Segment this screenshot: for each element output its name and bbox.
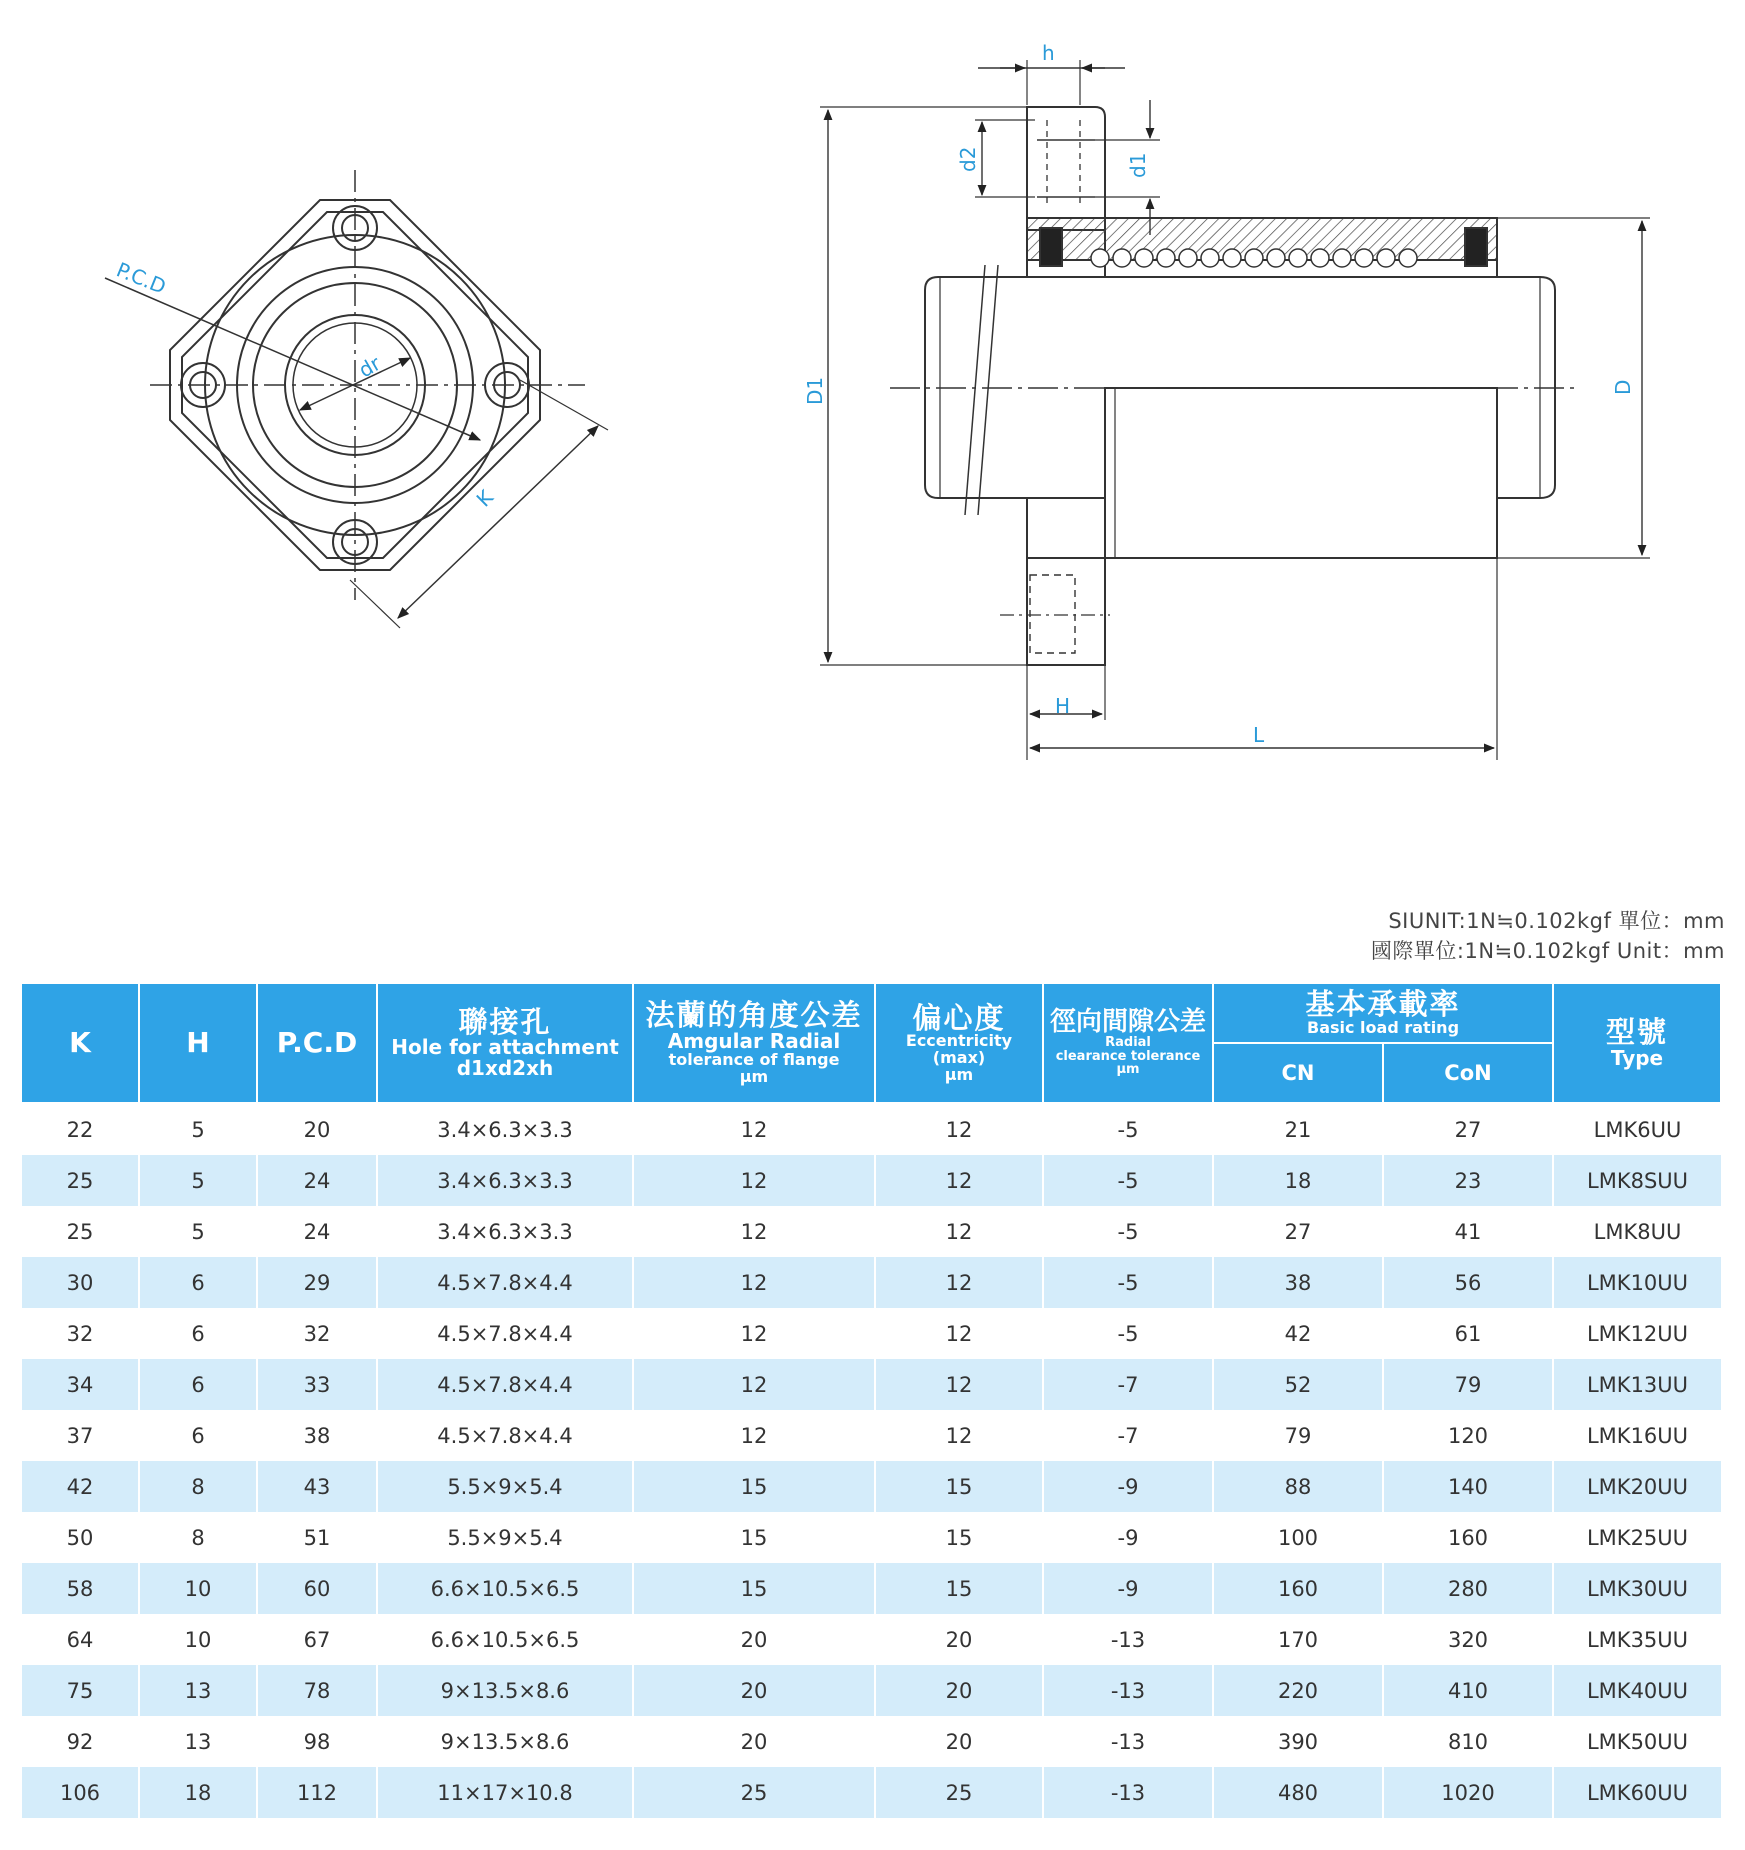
cell-con: 410 xyxy=(1383,1665,1553,1716)
cell-eccentricity: 25 xyxy=(875,1767,1043,1818)
cell-eccentricity: 15 xyxy=(875,1461,1043,1512)
cell-con: 140 xyxy=(1383,1461,1553,1512)
cell-pcd: 51 xyxy=(257,1512,377,1563)
header-eccentricity xyxy=(875,983,1043,1103)
cell-k: 50 xyxy=(21,1512,139,1563)
cell-radial: -9 xyxy=(1043,1512,1213,1563)
table-row xyxy=(21,1767,1721,1818)
cell-con: 79 xyxy=(1383,1359,1553,1410)
cell-cn: 52 xyxy=(1213,1359,1383,1410)
D1-label: D1 xyxy=(803,376,827,405)
D-label: D xyxy=(1611,379,1635,395)
cell-angular: 12 xyxy=(633,1103,875,1155)
cell-k: 30 xyxy=(21,1257,139,1308)
cell-cn: 38 xyxy=(1213,1257,1383,1308)
cell-h: 6 xyxy=(139,1257,257,1308)
cell-con: 61 xyxy=(1383,1308,1553,1359)
cell-cn: 27 xyxy=(1213,1206,1383,1257)
cell-cn: 100 xyxy=(1213,1512,1383,1563)
cell-eccentricity: 20 xyxy=(875,1614,1043,1665)
header-angular-en1: Amgular Radial xyxy=(667,1028,841,1053)
cell-angular: 15 xyxy=(633,1512,875,1563)
header-load-en: Basic load rating xyxy=(1307,1017,1460,1037)
cell-pcd: 20 xyxy=(257,1103,377,1155)
cell-k: 37 xyxy=(21,1410,139,1461)
header-ecc-unit: μm xyxy=(944,1064,974,1084)
cell-angular: 25 xyxy=(633,1767,875,1818)
cell-hole: 3.4×6.3×3.3 xyxy=(377,1155,633,1206)
cell-con: 56 xyxy=(1383,1257,1553,1308)
cell-h: 5 xyxy=(139,1155,257,1206)
unit-note-2: 國際單位:1N≒0.102kgf Unit：mm xyxy=(1370,939,1725,963)
cell-eccentricity: 12 xyxy=(875,1410,1043,1461)
table-row xyxy=(21,1563,1721,1614)
cell-con: 41 xyxy=(1383,1206,1553,1257)
technical-drawings xyxy=(0,0,1745,800)
H-label: H xyxy=(1055,694,1071,718)
table-row xyxy=(21,1103,1721,1155)
header-radial xyxy=(1043,983,1213,1103)
cell-type: LMK60UU xyxy=(1553,1767,1721,1818)
header-angular-en2: tolerance of flange xyxy=(668,1049,840,1069)
cell-cn: 42 xyxy=(1213,1308,1383,1359)
cell-radial: -7 xyxy=(1043,1359,1213,1410)
table-row xyxy=(21,1155,1721,1206)
cell-type: LMK25UU xyxy=(1553,1512,1721,1563)
cell-cn: 220 xyxy=(1213,1665,1383,1716)
cell-k: 106 xyxy=(21,1767,139,1818)
cell-radial: -5 xyxy=(1043,1103,1213,1155)
d2-label: d2 xyxy=(956,146,980,172)
cell-h: 6 xyxy=(139,1410,257,1461)
d1-label: d1 xyxy=(1126,152,1150,178)
cell-eccentricity: 15 xyxy=(875,1512,1043,1563)
cell-pcd: 112 xyxy=(257,1767,377,1818)
table-row xyxy=(21,1308,1721,1359)
cell-cn: 390 xyxy=(1213,1716,1383,1767)
cell-radial: -5 xyxy=(1043,1155,1213,1206)
cell-con: 120 xyxy=(1383,1410,1553,1461)
cell-angular: 20 xyxy=(633,1716,875,1767)
header-pcd: P.C.D xyxy=(257,983,377,1103)
table-row xyxy=(21,1461,1721,1512)
cell-radial: -7 xyxy=(1043,1410,1213,1461)
cell-radial: -13 xyxy=(1043,1716,1213,1767)
cell-hole: 5.5×9×5.4 xyxy=(377,1512,633,1563)
cell-cn: 79 xyxy=(1213,1410,1383,1461)
header-angular-unit: μm xyxy=(739,1066,769,1086)
cell-hole: 3.4×6.3×3.3 xyxy=(377,1206,633,1257)
cell-pcd: 38 xyxy=(257,1410,377,1461)
cell-con: 1020 xyxy=(1383,1767,1553,1818)
cell-hole: 4.5×7.8×4.4 xyxy=(377,1257,633,1308)
cell-pcd: 78 xyxy=(257,1665,377,1716)
cell-con: 160 xyxy=(1383,1512,1553,1563)
header-angular xyxy=(633,983,875,1103)
cell-k: 32 xyxy=(21,1308,139,1359)
cell-h: 18 xyxy=(139,1767,257,1818)
cell-pcd: 24 xyxy=(257,1155,377,1206)
cell-pcd: 32 xyxy=(257,1308,377,1359)
cell-type: LMK13UU xyxy=(1553,1359,1721,1410)
header-load-rating xyxy=(1213,983,1553,1043)
cell-radial: -13 xyxy=(1043,1614,1213,1665)
cell-angular: 20 xyxy=(633,1665,875,1716)
cell-con: 280 xyxy=(1383,1563,1553,1614)
cell-eccentricity: 12 xyxy=(875,1257,1043,1308)
cell-con: 320 xyxy=(1383,1614,1553,1665)
dr-label: dr xyxy=(354,351,385,383)
cell-h: 5 xyxy=(139,1206,257,1257)
cell-eccentricity: 20 xyxy=(875,1716,1043,1767)
cell-h: 13 xyxy=(139,1716,257,1767)
header-ecc-en2: (max) xyxy=(932,1047,986,1067)
cell-hole: 4.5×7.8×4.4 xyxy=(377,1359,633,1410)
cell-con: 27 xyxy=(1383,1103,1553,1155)
cell-k: 92 xyxy=(21,1716,139,1767)
cell-angular: 15 xyxy=(633,1563,875,1614)
cell-hole: 4.5×7.8×4.4 xyxy=(377,1308,633,1359)
cell-k: 75 xyxy=(21,1665,139,1716)
header-type-zh: 型號 xyxy=(1606,1015,1669,1050)
header-con: CoN xyxy=(1383,1043,1553,1103)
cell-k: 42 xyxy=(21,1461,139,1512)
cell-cn: 160 xyxy=(1213,1563,1383,1614)
table-row xyxy=(21,1410,1721,1461)
cell-h: 6 xyxy=(139,1359,257,1410)
cell-hole: 6.6×10.5×6.5 xyxy=(377,1614,633,1665)
cell-radial: -5 xyxy=(1043,1308,1213,1359)
header-k: K xyxy=(21,983,139,1103)
cell-h: 8 xyxy=(139,1461,257,1512)
cell-radial: -5 xyxy=(1043,1257,1213,1308)
cell-radial: -9 xyxy=(1043,1563,1213,1614)
header-radial-unit: μm xyxy=(1116,1062,1140,1078)
unit-note-1: SIUNIT:1N≒0.102kgf 單位：mm xyxy=(1388,909,1725,933)
cell-type: LMK12UU xyxy=(1553,1308,1721,1359)
cell-eccentricity: 15 xyxy=(875,1563,1043,1614)
table-row xyxy=(21,1716,1721,1767)
cell-type: LMK16UU xyxy=(1553,1410,1721,1461)
cell-cn: 170 xyxy=(1213,1614,1383,1665)
h-small-label: h xyxy=(1042,41,1055,65)
cell-con: 23 xyxy=(1383,1155,1553,1206)
cell-eccentricity: 12 xyxy=(875,1359,1043,1410)
cell-type: LMK30UU xyxy=(1553,1563,1721,1614)
cell-type: LMK20UU xyxy=(1553,1461,1721,1512)
cell-pcd: 29 xyxy=(257,1257,377,1308)
cell-cn: 21 xyxy=(1213,1103,1383,1155)
cell-type: LMK8SUU xyxy=(1553,1155,1721,1206)
cell-type: LMK35UU xyxy=(1553,1614,1721,1665)
cell-hole: 9×13.5×8.6 xyxy=(377,1716,633,1767)
cell-eccentricity: 12 xyxy=(875,1206,1043,1257)
cell-hole: 4.5×7.8×4.4 xyxy=(377,1410,633,1461)
cell-pcd: 24 xyxy=(257,1206,377,1257)
table-row xyxy=(21,1257,1721,1308)
cell-k: 58 xyxy=(21,1563,139,1614)
cell-h: 6 xyxy=(139,1308,257,1359)
cell-hole: 9×13.5×8.6 xyxy=(377,1665,633,1716)
header-ecc-zh: 偏心度 xyxy=(912,1000,1006,1035)
cell-eccentricity: 12 xyxy=(875,1103,1043,1155)
cell-eccentricity: 20 xyxy=(875,1665,1043,1716)
side-view xyxy=(820,60,1650,760)
cell-type: LMK40UU xyxy=(1553,1665,1721,1716)
cell-pcd: 43 xyxy=(257,1461,377,1512)
cell-pcd: 67 xyxy=(257,1614,377,1665)
cell-type: LMK50UU xyxy=(1553,1716,1721,1767)
header-angular-zh: 法蘭的角度公差 xyxy=(645,998,863,1033)
cell-angular: 12 xyxy=(633,1155,875,1206)
cell-h: 10 xyxy=(139,1614,257,1665)
L-label: L xyxy=(1253,723,1265,747)
cell-hole: 3.4×6.3×3.3 xyxy=(377,1103,633,1155)
header-cn: CN xyxy=(1213,1043,1383,1103)
table-row xyxy=(21,1665,1721,1716)
cell-hole: 6.6×10.5×6.5 xyxy=(377,1563,633,1614)
cell-h: 8 xyxy=(139,1512,257,1563)
header-type xyxy=(1553,983,1721,1103)
cell-cn: 18 xyxy=(1213,1155,1383,1206)
spec-table xyxy=(20,982,1722,1818)
header-load-zh: 基本承載率 xyxy=(1305,987,1461,1022)
spec-table-body xyxy=(21,1103,1721,1818)
cell-k: 22 xyxy=(21,1103,139,1155)
table-row xyxy=(21,1512,1721,1563)
k-label: K xyxy=(471,485,498,512)
header-hole-en: Hole for attachment xyxy=(391,1035,619,1060)
cell-angular: 12 xyxy=(633,1308,875,1359)
cell-angular: 15 xyxy=(633,1461,875,1512)
cell-hole: 11×17×10.8 xyxy=(377,1767,633,1818)
front-view xyxy=(105,170,608,628)
table-row xyxy=(21,1359,1721,1410)
cell-k: 64 xyxy=(21,1614,139,1665)
pcd-label: P.C.D xyxy=(113,257,170,299)
cell-h: 13 xyxy=(139,1665,257,1716)
table-row xyxy=(21,1614,1721,1665)
cell-angular: 12 xyxy=(633,1257,875,1308)
header-radial-en1: Radial xyxy=(1105,1035,1151,1051)
table-row xyxy=(21,1206,1721,1257)
cell-h: 10 xyxy=(139,1563,257,1614)
header-ecc-en1: Eccentricity xyxy=(905,1031,1013,1051)
cell-k: 25 xyxy=(21,1155,139,1206)
cell-angular: 12 xyxy=(633,1410,875,1461)
cell-cn: 480 xyxy=(1213,1767,1383,1818)
cell-eccentricity: 12 xyxy=(875,1308,1043,1359)
cell-cn: 88 xyxy=(1213,1461,1383,1512)
header-hole-zh: 聯接孔 xyxy=(458,1004,552,1039)
header-radial-en2: clearance tolerance xyxy=(1055,1048,1201,1064)
cell-k: 25 xyxy=(21,1206,139,1257)
header-type-en: Type xyxy=(1610,1045,1664,1070)
cell-type: LMK6UU xyxy=(1553,1103,1721,1155)
cell-h: 5 xyxy=(139,1103,257,1155)
cell-radial: -13 xyxy=(1043,1665,1213,1716)
cell-type: LMK8UU xyxy=(1553,1206,1721,1257)
header-hole xyxy=(377,983,633,1103)
cell-angular: 12 xyxy=(633,1359,875,1410)
cell-radial: -13 xyxy=(1043,1767,1213,1818)
cell-eccentricity: 12 xyxy=(875,1155,1043,1206)
cell-angular: 20 xyxy=(633,1614,875,1665)
cell-type: LMK10UU xyxy=(1553,1257,1721,1308)
cell-pcd: 60 xyxy=(257,1563,377,1614)
cell-angular: 12 xyxy=(633,1206,875,1257)
header-h: H xyxy=(139,983,257,1103)
cell-hole: 5.5×9×5.4 xyxy=(377,1461,633,1512)
cell-radial: -9 xyxy=(1043,1461,1213,1512)
cell-radial: -5 xyxy=(1043,1206,1213,1257)
cell-pcd: 98 xyxy=(257,1716,377,1767)
header-hole-sub: d1xd2xh xyxy=(456,1056,554,1081)
cell-pcd: 33 xyxy=(257,1359,377,1410)
cell-k: 34 xyxy=(21,1359,139,1410)
header-radial-zh: 徑向間隙公差 xyxy=(1049,1006,1206,1037)
cell-con: 810 xyxy=(1383,1716,1553,1767)
